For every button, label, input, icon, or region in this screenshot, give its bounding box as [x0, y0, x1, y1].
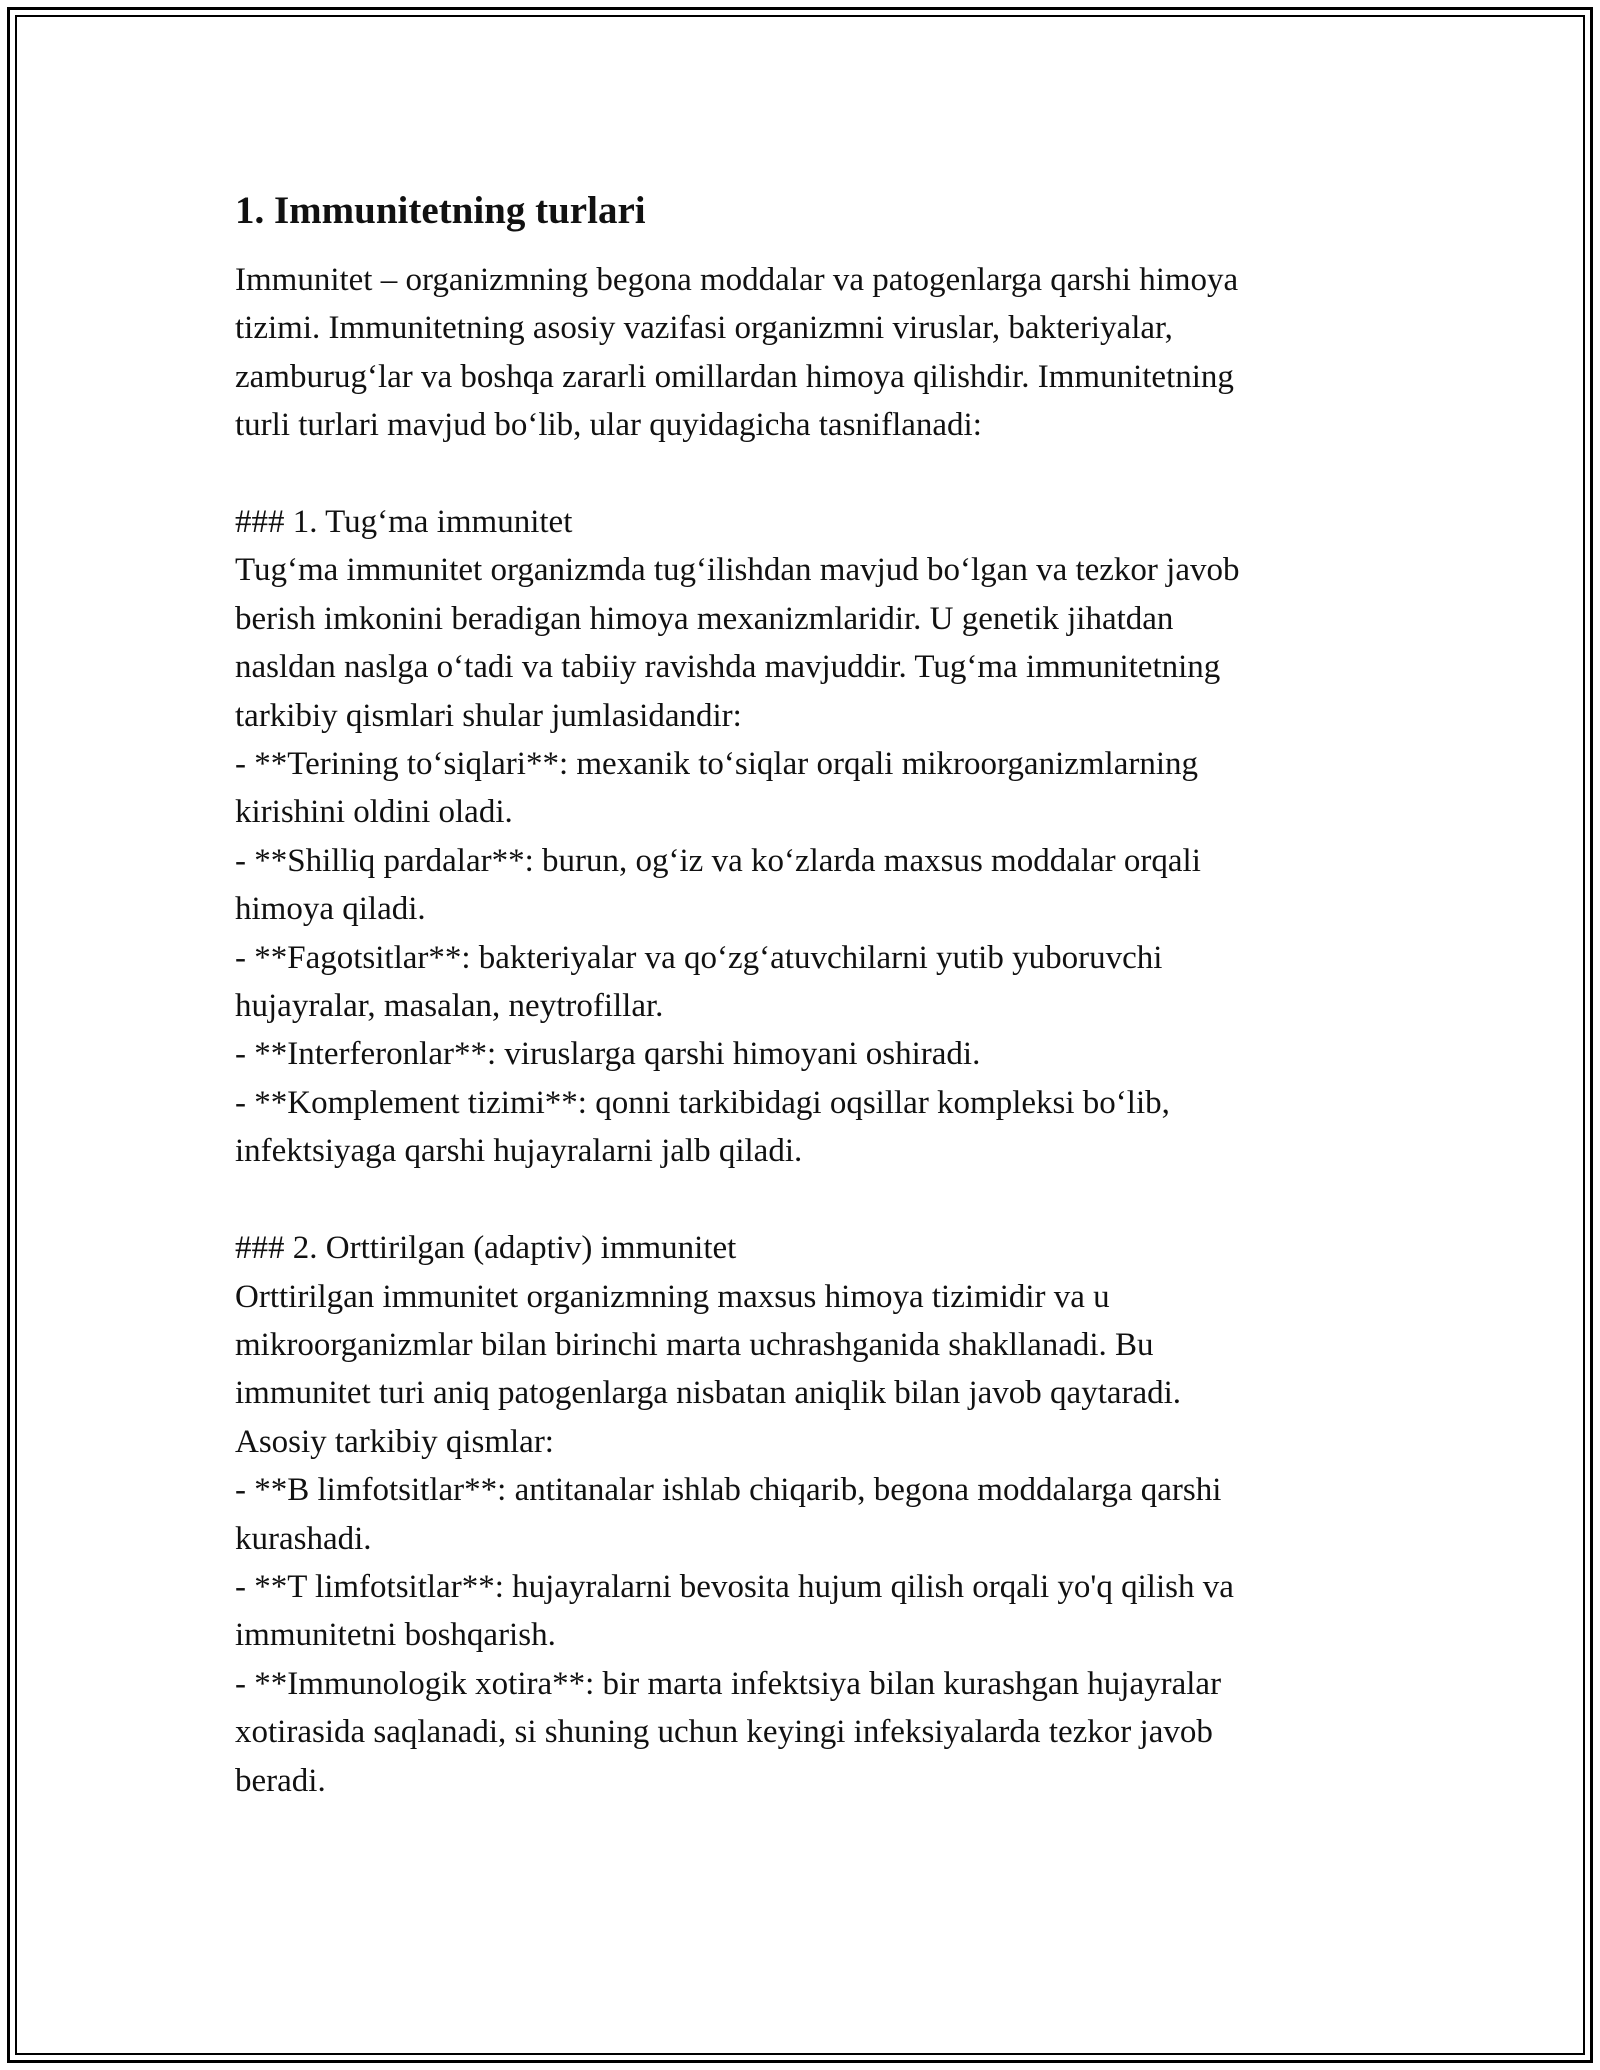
text-line: immunitetni boshqarish.	[235, 1617, 556, 1654]
text-line: mikroorganizmlar bilan birinchi marta uchrashganida shakllanadi. Bu	[235, 1326, 1154, 1363]
list-item: - **Terining to‘siqlari**: mexanik to‘siqlar orqali mikroorganizmlarning	[235, 746, 1199, 783]
text-line: beradi.	[235, 1762, 326, 1799]
text-line: hujayralar, masalan, neytrofillar.	[235, 988, 664, 1025]
text-line: Tug‘ma immunitet organizmda tug‘ilishdan mavjud bo‘lgan va tezkor javob	[235, 552, 1240, 589]
list-item: - **T limfotsitlar**: hujayralarni bevosita hujum qilish orqali yo'q qilish va	[235, 1568, 1234, 1605]
text-line: infektsiyaga qarshi hujayralarni jalb qiladi.	[235, 1133, 803, 1170]
text-line: kirishini oldini oladi.	[235, 794, 513, 831]
list-item: - **Immunologik xotira**: bir marta infektsiya bilan kurashgan hujayralar	[235, 1665, 1222, 1702]
text-line: tizimi. Immunitetning asosiy vazifasi organizmni viruslar, bakteriyalar,	[235, 310, 1173, 347]
list-item: - **Shilliq pardalar**: burun, og‘iz va ko‘zlarda maxsus moddalar orqali	[235, 842, 1201, 879]
section-adaptive-immunity	[235, 1224, 1415, 1805]
paragraph-gap	[235, 1176, 1415, 1224]
text-line: kurashadi.	[235, 1520, 372, 1557]
intro-paragraph	[235, 256, 1415, 450]
list-item: - **Komplement tizimi**: qonni tarkibidagi oqsillar kompleksi bo‘lib,	[235, 1084, 1170, 1121]
text-line: tarkibiy qismlari shular jumlasidandir:	[235, 697, 742, 734]
section-heading: ### 1. Tug‘ma immunitet	[235, 504, 573, 541]
document-title: 1. Immunitetning turlari	[235, 189, 646, 232]
paragraph-gap	[235, 450, 1415, 498]
text-line: turli turlari mavjud bo‘lib, ular quyidagicha tasniflanadi:	[235, 407, 982, 444]
text-line: immunitet turi aniq patogenlarga nisbatan aniqlik bilan javob qaytaradi.	[235, 1375, 1182, 1412]
text-line: nasldan naslga o‘tadi va tabiiy ravishda mavjuddir. Tug‘ma immunitetning	[235, 649, 1221, 686]
text-line: xotirasida saqlanadi, si shuning uchun keyingi infeksiyalarda tezkor javob	[235, 1714, 1213, 1751]
list-item: - **Fagotsitlar**: bakteriyalar va qo‘zg‘atuvchilarni yutib yuboruvchi	[235, 939, 1163, 976]
text-line: berish imkonini beradigan himoya mexanizmlaridir. U genetik jihatdan	[235, 600, 1174, 637]
list-item: - **B limfotsitlar**: antitanalar ishlab chiqarib, begona moddalarga qarshi	[235, 1472, 1222, 1509]
text-line: Immunitet – organizmning begona moddalar va patogenlarga qarshi himoya	[235, 262, 1239, 298]
section-heading: ### 2. Orttirilgan (adaptiv) immunitet	[235, 1230, 737, 1267]
text-line: zamburug‘lar va boshqa zararli omillardan himoya qilishdir. Immunitetning	[235, 358, 1234, 395]
text-line: himoya qiladi.	[235, 891, 426, 928]
text-line: Orttirilgan immunitet organizmning maxsus himoya tizimidir va u	[235, 1278, 1110, 1315]
document-body	[235, 185, 1415, 1805]
text-line: Asosiy tarkibiy qismlar:	[235, 1423, 554, 1460]
section-innate-immunity	[235, 498, 1415, 1176]
list-item: - **Interferonlar**: viruslarga qarshi himoyani oshiradi.	[235, 1036, 981, 1073]
